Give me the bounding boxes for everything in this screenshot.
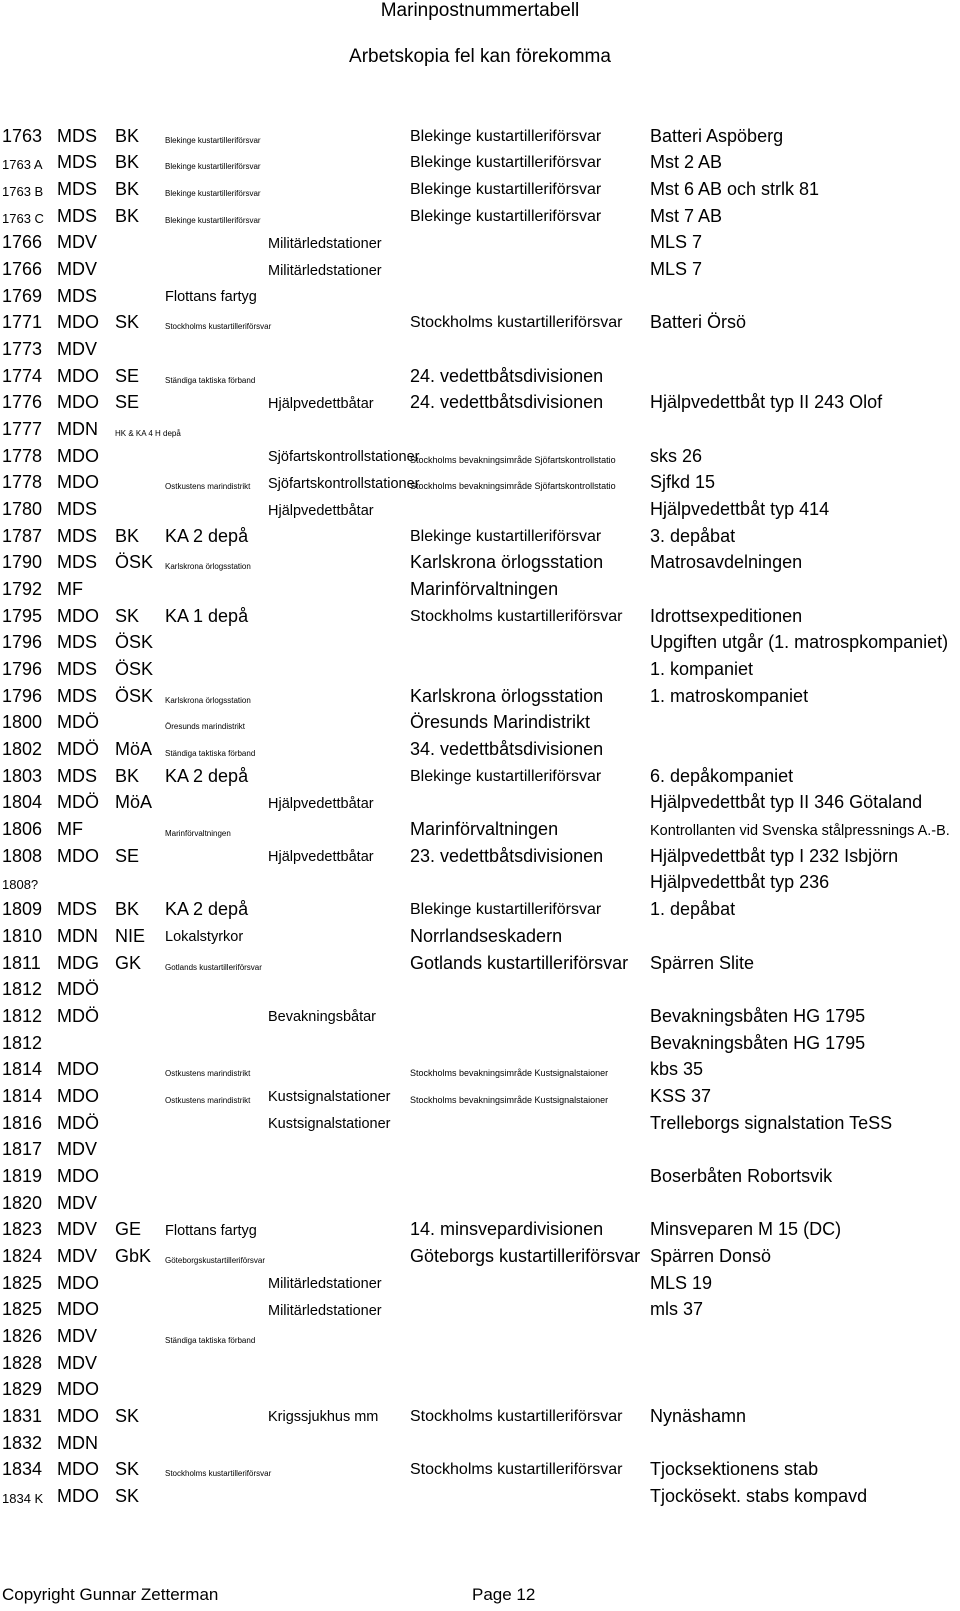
- cell-beskrivning: 1. depåbat: [650, 899, 736, 920]
- cell-forband: SK: [115, 1485, 140, 1506]
- cell-postnummer: 1812: [2, 979, 43, 1000]
- cell-postnummer: 1763 C: [2, 210, 44, 226]
- cell-beskrivning: Bevakningsbåten HG 1795: [650, 1032, 866, 1053]
- cell-postnummer: 1824: [2, 1245, 43, 1266]
- cell-beskrivning: Matrosavdelningen: [650, 552, 803, 573]
- cell-organisation: KA 1 depå: [165, 605, 249, 626]
- cell-postnummer: 1826: [2, 1325, 43, 1346]
- cell-forband: ÖSK: [115, 659, 154, 680]
- cell-kod: MDS: [57, 552, 97, 573]
- table-row: [0, 548, 960, 575]
- cell-beskrivning: Mst 7 AB: [650, 205, 723, 226]
- cell-postnummer: 1776: [2, 392, 43, 413]
- cell-organisation: Marinförvaltningen: [165, 829, 231, 839]
- cell-kod: MDS: [57, 285, 97, 306]
- cell-enhet: Marinförvaltningen: [410, 819, 559, 840]
- cell-beskrivning: Tjocksektionens stab: [650, 1459, 819, 1480]
- cell-organisation: Flottans fartyg: [165, 1222, 257, 1239]
- cell-enhet: 24. vedettbåtsdivisionen: [410, 392, 604, 413]
- cell-beskrivning: Mst 6 AB och strlk 81: [650, 179, 820, 200]
- cell-kod: MDO: [57, 845, 99, 866]
- cell-beskrivning: kbs 35: [650, 1059, 704, 1080]
- cell-kod: MDO: [57, 1405, 99, 1426]
- table-row: [0, 708, 960, 735]
- cell-organisation: Gotlands kustartilleriförsvar: [165, 962, 262, 972]
- table-row: [0, 761, 960, 788]
- cell-beskrivning: MLS 7: [650, 259, 703, 280]
- cell-postnummer: 1817: [2, 1139, 43, 1160]
- cell-enhet: Blekinge kustartilleriförsvar: [410, 154, 602, 172]
- cell-beskrivning: mls 37: [650, 1299, 704, 1320]
- table-row: [0, 788, 960, 815]
- table-row: [0, 1375, 960, 1402]
- cell-beskrivning: Batteri Örsö: [650, 312, 747, 333]
- cell-kod: MDV: [57, 1352, 97, 1373]
- table-row: [0, 1295, 960, 1322]
- cell-enhet: Blekinge kustartilleriförsvar: [410, 127, 602, 145]
- cell-beskrivning: Minsveparen M 15 (DC): [650, 1219, 842, 1240]
- cell-postnummer: 1763 A: [2, 157, 43, 173]
- table-row: [0, 121, 960, 148]
- cell-postnummer: 1795: [2, 605, 43, 626]
- cell-enhet: Blekinge kustartilleriförsvar: [410, 181, 602, 199]
- cell-forband: BK: [115, 205, 140, 226]
- cell-postnummer: 1814: [2, 1059, 43, 1080]
- cell-kod: MDÖ: [57, 1112, 99, 1133]
- cell-postnummer: 1809: [2, 899, 43, 920]
- cell-postnummer: 1819: [2, 1165, 43, 1186]
- cell-forband: SK: [115, 1459, 140, 1480]
- cell-organisation: Öresunds marindistrikt: [165, 722, 246, 732]
- cell-beskrivning: KSS 37: [650, 1085, 712, 1106]
- table-row: [0, 868, 960, 895]
- postnummer-table: [0, 121, 960, 1508]
- cell-beskrivning: Upgiften utgår (1. matrospkompaniet): [650, 632, 949, 653]
- cell-organisation: Lokalstyrkor: [165, 929, 244, 946]
- table-row: [0, 601, 960, 628]
- cell-postnummer: 1766: [2, 259, 43, 280]
- cell-enhet: Karlskrona örlogsstation: [410, 685, 604, 706]
- table-row: [0, 1268, 960, 1295]
- cell-kod: MDS: [57, 899, 97, 920]
- cell-kod: MDN: [57, 1432, 98, 1453]
- cell-organisation: Blekinge kustartilleriförsvar: [165, 215, 261, 225]
- table-row: [0, 628, 960, 655]
- table-row: [0, 1028, 960, 1055]
- cell-kategori: Hjälpvedettbåtar: [268, 849, 374, 866]
- cell-kod: MDV: [57, 1219, 97, 1240]
- cell-forband: ÖSK: [115, 552, 154, 573]
- cell-postnummer: 1811: [2, 952, 41, 973]
- page-title: Marinpostnummertabell: [380, 0, 580, 21]
- cell-beskrivning: MLS 7: [650, 232, 703, 253]
- cell-forband: SK: [115, 605, 140, 626]
- table-row: [0, 1161, 960, 1188]
- cell-organisation: Karlskrona örlogsstation: [165, 562, 251, 572]
- cell-beskrivning: Hjälpvedettbåt typ II 243 Olof: [650, 392, 883, 413]
- cell-enhet: Stockholms bevakningsimråde Sjöfartskontrollstatio: [410, 481, 616, 492]
- table-row: [0, 814, 960, 841]
- cell-postnummer: 1812: [2, 1032, 43, 1053]
- cell-forband: SK: [115, 312, 140, 333]
- table-row: [0, 1321, 960, 1348]
- cell-forband: BK: [115, 899, 140, 920]
- cell-postnummer: 1803: [2, 765, 43, 786]
- table-row: [0, 1481, 960, 1508]
- cell-postnummer: 1763 B: [2, 184, 44, 200]
- cell-postnummer: 1771: [2, 312, 43, 333]
- cell-postnummer: 1796: [2, 659, 43, 680]
- cell-organisation: Blekinge kustartilleriförsvar: [165, 162, 261, 172]
- cell-kod: MDO: [57, 605, 99, 626]
- cell-beskrivning: Batteri Aspöberg: [650, 125, 784, 146]
- cell-forband: SK: [115, 1405, 140, 1426]
- cell-postnummer: 1778: [2, 472, 43, 493]
- cell-enhet: Norrlandseskadern: [410, 925, 563, 946]
- cell-forband: ÖSK: [115, 632, 154, 653]
- cell-beskrivning: 1. kompaniet: [650, 659, 754, 680]
- cell-postnummer: 1823: [2, 1219, 43, 1240]
- cell-postnummer: 1816: [2, 1112, 43, 1133]
- cell-enhet: Karlskrona örlogsstation: [410, 552, 604, 573]
- cell-kategori: Sjöfartskontrollstationer: [268, 475, 420, 492]
- cell-organisation: Ostkustens marindistrikt: [165, 482, 251, 492]
- cell-kod: MDV: [57, 1325, 97, 1346]
- cell-kod: MDS: [57, 205, 97, 226]
- cell-kod: MDÖ: [57, 792, 99, 813]
- cell-beskrivning: sks 26: [650, 445, 703, 466]
- cell-kod: MDS: [57, 499, 97, 520]
- cell-beskrivning: Sjfkd 15: [650, 472, 716, 493]
- cell-enhet: Marinförvaltningen: [410, 579, 559, 600]
- cell-postnummer: 1769: [2, 285, 43, 306]
- cell-forband: NIE: [115, 925, 146, 946]
- cell-kategori: Militärledstationer: [268, 1276, 382, 1293]
- cell-beskrivning: Hjälpvedettbåt typ 236: [650, 872, 830, 893]
- table-row: [0, 414, 960, 441]
- cell-enhet: 23. vedettbåtsdivisionen: [410, 845, 604, 866]
- cell-organisation: Flottans fartyg: [165, 289, 257, 306]
- table-row: [0, 1215, 960, 1242]
- cell-kod: MDN: [57, 419, 98, 440]
- cell-kod: MDO: [57, 1165, 99, 1186]
- cell-enhet: 24. vedettbåtsdivisionen: [410, 365, 604, 386]
- cell-kod: MDO: [57, 1379, 99, 1400]
- cell-forband: BK: [115, 525, 140, 546]
- cell-organisation: KA 2 depå: [165, 765, 249, 786]
- cell-beskrivning: Spärren Slite: [650, 952, 755, 973]
- cell-enhet: Stockholms kustartilleriförsvar: [410, 1461, 623, 1479]
- table-row: [0, 948, 960, 975]
- cell-kod: MDO: [57, 1272, 99, 1293]
- cell-postnummer: 1829: [2, 1379, 43, 1400]
- table-row: [0, 1241, 960, 1268]
- cell-kod: MDS: [57, 152, 97, 173]
- cell-postnummer: 1800: [2, 712, 43, 733]
- table-row: [0, 308, 960, 335]
- cell-beskrivning: Idrottsexpeditionen: [650, 605, 803, 626]
- footer-page-number: Page 12: [472, 1585, 536, 1604]
- cell-postnummer: 1773: [2, 339, 43, 360]
- cell-organisation: Stockholms kustartilleriförsvar: [165, 1469, 272, 1479]
- cell-forband: BK: [115, 152, 140, 173]
- table-row: [0, 654, 960, 681]
- cell-organisation: KA 2 depå: [165, 899, 249, 920]
- cell-forband: BK: [115, 125, 140, 146]
- cell-enhet: Stockholms bevakningsimråde Kustsignalstaioner: [410, 1068, 609, 1079]
- table-row: [0, 1455, 960, 1482]
- table-row: [0, 921, 960, 948]
- cell-forband: BK: [115, 765, 140, 786]
- cell-postnummer: 1832: [2, 1432, 43, 1453]
- cell-postnummer: 1792: [2, 579, 43, 600]
- cell-kategori: Militärledstationer: [268, 262, 382, 279]
- cell-kategori: Bevakningsbåtar: [268, 1009, 377, 1026]
- table-row: [0, 254, 960, 281]
- cell-kod: MDÖ: [57, 739, 99, 760]
- cell-kod: MF: [57, 579, 83, 600]
- cell-enhet: 34. vedettbåtsdivisionen: [410, 739, 604, 760]
- table-row: [0, 1401, 960, 1428]
- cell-kategori: Hjälpvedettbåtar: [268, 395, 374, 412]
- cell-enhet: Blekinge kustartilleriförsvar: [410, 527, 602, 545]
- cell-kategori: Militärledstationer: [268, 235, 382, 252]
- cell-enhet: Öresunds Marindistrikt: [410, 712, 591, 733]
- cell-organisation: Ständiga taktiska förband: [165, 749, 256, 759]
- cell-organisation: Stockholms kustartilleriförsvar: [165, 322, 272, 332]
- cell-kod: MDO: [57, 392, 99, 413]
- cell-organisation: Göteborgskustartilleriförsvar: [165, 1255, 266, 1265]
- cell-beskrivning: Tjockösekt. stabs kompavd: [650, 1485, 868, 1506]
- cell-kategori: Hjälpvedettbåtar: [268, 502, 374, 519]
- cell-forband: MöA: [115, 792, 153, 813]
- cell-kod: MDS: [57, 632, 97, 653]
- cell-kod: MDÖ: [57, 979, 99, 1000]
- cell-beskrivning: Mst 2 AB: [650, 152, 723, 173]
- cell-organisation: Blekinge kustartilleriförsvar: [165, 189, 261, 199]
- page-subtitle: Arbetskopia fel kan förekomma: [349, 46, 611, 67]
- table-row: [0, 734, 960, 761]
- cell-enhet: Stockholms kustartilleriförsvar: [410, 314, 623, 332]
- cell-kod: MDV: [57, 259, 97, 280]
- cell-beskrivning: Nynäshamn: [650, 1405, 747, 1426]
- cell-postnummer: 1808?: [2, 877, 39, 893]
- table-row: [0, 174, 960, 201]
- table-row: [0, 1055, 960, 1082]
- cell-kod: MDS: [57, 125, 97, 146]
- cell-postnummer: 1828: [2, 1352, 43, 1373]
- cell-postnummer: 1796: [2, 685, 43, 706]
- cell-kod: MDV: [57, 1192, 97, 1213]
- cell-kod: MDS: [57, 525, 97, 546]
- table-row: [0, 1108, 960, 1135]
- cell-kod: MDÖ: [57, 1005, 99, 1026]
- cell-kategori: Krigssjukhus mm: [268, 1409, 379, 1426]
- cell-forband: ÖSK: [115, 685, 154, 706]
- cell-forband: SE: [115, 365, 140, 386]
- cell-organisation: Ostkustens marindistrikt: [165, 1069, 251, 1079]
- cell-enhet: Stockholms bevakningsimråde Kustsignalstaioner: [410, 1094, 609, 1105]
- table-row: [0, 521, 960, 548]
- cell-forband: SE: [115, 392, 140, 413]
- cell-beskrivning: Boserbåten Robortsvik: [650, 1165, 833, 1186]
- footer-copyright: Copyright Gunnar Zetterman: [2, 1585, 219, 1604]
- cell-postnummer: 1820: [2, 1192, 43, 1213]
- cell-kategori: Kustsignalstationer: [268, 1116, 391, 1133]
- cell-postnummer: 1814: [2, 1085, 43, 1106]
- table-row: [0, 388, 960, 415]
- cell-postnummer: 1796: [2, 632, 43, 653]
- cell-kod: MDO: [57, 312, 99, 333]
- cell-postnummer: 1777: [2, 419, 43, 440]
- table-row: [0, 148, 960, 175]
- cell-kod: MDÖ: [57, 712, 99, 733]
- cell-forband: SE: [115, 845, 140, 866]
- table-row: [0, 201, 960, 228]
- cell-postnummer: 1778: [2, 445, 43, 466]
- cell-postnummer: 1787: [2, 525, 43, 546]
- table-row: [0, 494, 960, 521]
- cell-postnummer: 1834: [2, 1459, 43, 1480]
- table-row: [0, 1135, 960, 1162]
- table-row: [0, 1428, 960, 1455]
- cell-beskrivning: Kontrollanten vid Svenska stålpressnings A.-B.: [650, 822, 950, 839]
- cell-postnummer: 1790: [2, 552, 43, 573]
- cell-postnummer: 1804: [2, 792, 43, 813]
- cell-beskrivning: Hjälpvedettbåt typ II 346 Götaland: [650, 792, 923, 813]
- cell-kod: MDS: [57, 685, 97, 706]
- cell-kod: MDV: [57, 1245, 97, 1266]
- cell-postnummer: 1825: [2, 1299, 43, 1320]
- cell-kod: MF: [57, 819, 83, 840]
- cell-kategori: Hjälpvedettbåtar: [268, 795, 374, 812]
- cell-postnummer: 1802: [2, 739, 43, 760]
- cell-postnummer: 1763: [2, 125, 43, 146]
- table-row: [0, 228, 960, 255]
- cell-postnummer: 1806: [2, 819, 43, 840]
- cell-beskrivning: Hjälpvedettbåt typ 414: [650, 499, 830, 520]
- table-row: [0, 1188, 960, 1215]
- table-row: [0, 441, 960, 468]
- cell-kod: MDO: [57, 365, 99, 386]
- table-row: [0, 281, 960, 308]
- cell-kod: MDO: [57, 1299, 99, 1320]
- cell-kod: MDS: [57, 659, 97, 680]
- cell-enhet: Stockholms kustartilleriförsvar: [410, 1407, 623, 1425]
- cell-forband: GbK: [115, 1245, 152, 1266]
- cell-postnummer: 1808: [2, 845, 43, 866]
- table-row: [0, 468, 960, 495]
- cell-kod: MDG: [57, 952, 99, 973]
- cell-organisation: Karlskrona örlogsstation: [165, 695, 251, 705]
- cell-enhet: Stockholms bevakningsimråde Sjöfartskontrollstatio: [410, 454, 616, 465]
- cell-kategori: Kustsignalstationer: [268, 1089, 391, 1106]
- table-row: [0, 574, 960, 601]
- cell-postnummer: 1810: [2, 925, 43, 946]
- cell-beskrivning: 6. depåkompaniet: [650, 765, 794, 786]
- cell-forband: GE: [115, 1219, 142, 1240]
- cell-postnummer: 1825: [2, 1272, 43, 1293]
- table-row: [0, 361, 960, 388]
- cell-beskrivning: 1. matroskompaniet: [650, 685, 809, 706]
- cell-kod: MDO: [57, 1459, 99, 1480]
- table-row: [0, 1348, 960, 1375]
- cell-enhet: Blekinge kustartilleriförsvar: [410, 207, 602, 225]
- table-row: [0, 1001, 960, 1028]
- cell-kod: MDN: [57, 925, 98, 946]
- cell-beskrivning: MLS 19: [650, 1272, 713, 1293]
- cell-postnummer: 1831: [2, 1405, 43, 1426]
- cell-organisation: Ostkustens marindistrikt: [165, 1095, 251, 1105]
- table-row: [0, 841, 960, 868]
- cell-beskrivning: Spärren Donsö: [650, 1245, 772, 1266]
- table-row: [0, 1081, 960, 1108]
- table-row: [0, 334, 960, 361]
- cell-beskrivning: 3. depåbat: [650, 525, 736, 546]
- cell-kod: MDO: [57, 1085, 99, 1106]
- cell-postnummer: 1780: [2, 499, 43, 520]
- cell-enhet: Göteborgs kustartilleriförsvar: [410, 1245, 641, 1266]
- cell-kod: MDV: [57, 232, 97, 253]
- cell-kategori: Militärledstationer: [268, 1302, 382, 1319]
- cell-kod: MDS: [57, 179, 97, 200]
- table-row: [0, 975, 960, 1002]
- cell-kod: MDO: [57, 445, 99, 466]
- cell-kategori: Sjöfartskontrollstationer: [268, 449, 420, 466]
- cell-kod: MDS: [57, 765, 97, 786]
- cell-postnummer: 1834 K: [2, 1490, 44, 1506]
- cell-kod: MDV: [57, 339, 97, 360]
- cell-kod: MDO: [57, 472, 99, 493]
- cell-kod: MDO: [57, 1059, 99, 1080]
- cell-enhet: Stockholms kustartilleriförsvar: [410, 607, 623, 625]
- cell-kod: MDO: [57, 1485, 99, 1506]
- cell-forband: MöA: [115, 739, 153, 760]
- cell-beskrivning: Trelleborgs signalstation TeSS: [650, 1112, 893, 1133]
- cell-postnummer: 1766: [2, 232, 43, 253]
- cell-kod: MDV: [57, 1139, 97, 1160]
- cell-forband: GK: [115, 952, 142, 973]
- cell-enhet: Gotlands kustartilleriförsvar: [410, 952, 629, 973]
- cell-organisation: Ständiga taktiska förband: [165, 375, 256, 385]
- cell-organisation: KA 2 depå: [165, 525, 249, 546]
- cell-postnummer: 1812: [2, 1005, 43, 1026]
- table-row: [0, 894, 960, 921]
- cell-forband: HK & KA 4 H depå: [115, 429, 181, 439]
- cell-forband: BK: [115, 179, 140, 200]
- cell-enhet: 14. minsvepardivisionen: [410, 1219, 604, 1240]
- cell-organisation: Ständiga taktiska förband: [165, 1335, 256, 1345]
- cell-beskrivning: Hjälpvedettbåt typ I 232 Isbjörn: [650, 845, 899, 866]
- cell-postnummer: 1774: [2, 365, 43, 386]
- cell-enhet: Blekinge kustartilleriförsvar: [410, 901, 602, 919]
- table-row: [0, 681, 960, 708]
- cell-beskrivning: Bevakningsbåten HG 1795: [650, 1005, 866, 1026]
- cell-enhet: Blekinge kustartilleriförsvar: [410, 767, 602, 785]
- cell-organisation: Blekinge kustartilleriförsvar: [165, 135, 261, 145]
